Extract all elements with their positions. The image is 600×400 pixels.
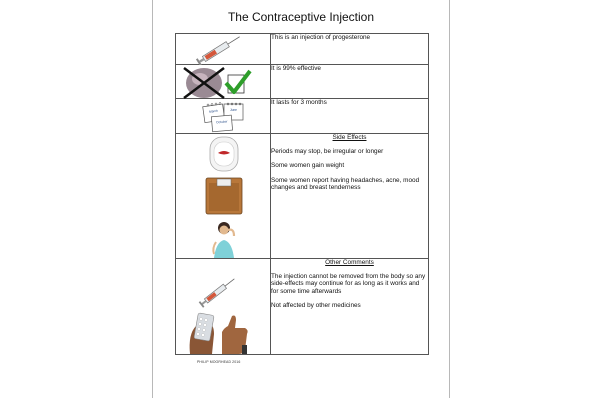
row-image-cell xyxy=(176,259,271,355)
row-text-block xyxy=(271,134,429,259)
info-table xyxy=(175,33,429,355)
syringe-pills-thumbsup-icon xyxy=(176,259,270,355)
calendar-label-march: March xyxy=(208,108,219,114)
row-image-cell xyxy=(176,99,271,134)
section-heading-side-effects: Side Effects xyxy=(332,134,367,141)
row-image-cell xyxy=(176,134,271,259)
row-image-cell xyxy=(176,34,271,65)
page-title: The Contraceptive Injection xyxy=(227,10,375,24)
table-row xyxy=(176,259,429,355)
paragraph: Some women gain weight xyxy=(271,162,345,170)
period-pad-scale-headache-icon xyxy=(176,134,270,259)
paragraph: Some women report having headaches, acne, mood changes and breast tenderness xyxy=(271,176,420,192)
row-text: This is an injection of progesterone xyxy=(271,34,429,65)
author-credit: PHILIP MOORHEAD 2016 xyxy=(197,360,241,364)
section-heading-other-comments: Other Comments xyxy=(325,259,374,266)
row-text-block xyxy=(271,259,429,355)
table-row xyxy=(176,65,429,99)
syringe-icon xyxy=(176,34,270,65)
table-row xyxy=(176,134,429,259)
row-image-cell xyxy=(176,65,271,99)
row-text: It lasts for 3 months xyxy=(271,99,429,134)
paragraph: The injection cannot be removed from the body so any side-effects may continue for as long as it works and for some time afterwards xyxy=(271,272,426,295)
crossed-baby-check-icon xyxy=(176,65,270,99)
calendar-label-october: October xyxy=(215,119,228,125)
paragraph: Periods may stop, be irregular or longer xyxy=(271,147,384,155)
paragraph: Not affected by other medicines xyxy=(271,302,361,310)
document-page xyxy=(152,0,450,398)
table-row xyxy=(176,99,429,134)
calendar-months-icon xyxy=(176,99,270,134)
calendar-label-june: June xyxy=(230,108,237,112)
row-text: It is 99% effective xyxy=(271,65,429,99)
table-row xyxy=(176,34,429,65)
